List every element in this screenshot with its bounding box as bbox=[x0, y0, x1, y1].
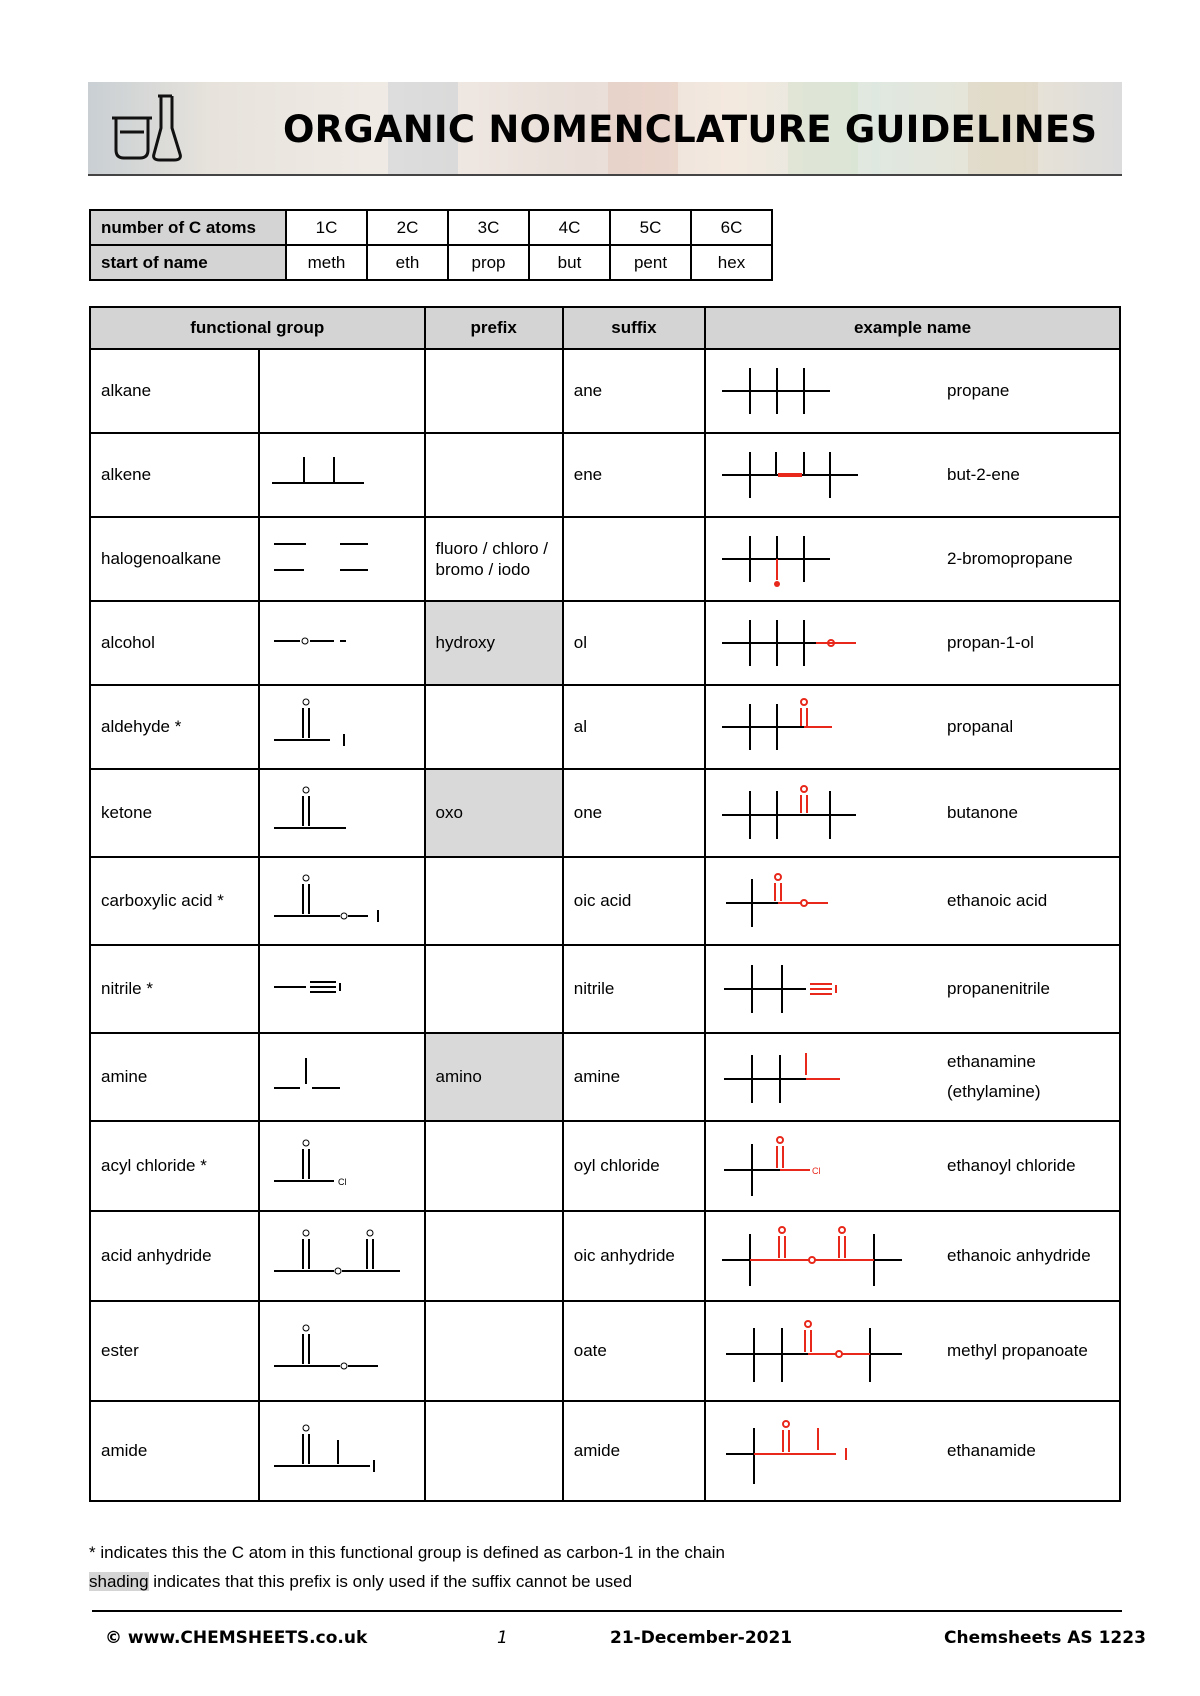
general-structure bbox=[259, 517, 425, 601]
prefix-cell bbox=[425, 1211, 563, 1301]
group-name: acid anhydride bbox=[90, 1211, 259, 1301]
group-name: alcohol bbox=[90, 601, 259, 685]
chlorine-label: Cl bbox=[812, 1166, 821, 1176]
example-name: propanenitrile bbox=[947, 979, 1051, 998]
general-structure bbox=[259, 601, 425, 685]
example-cell bbox=[705, 1211, 1120, 1301]
table-cell: 3C bbox=[448, 210, 529, 245]
table-row bbox=[90, 210, 772, 245]
example-cell bbox=[705, 349, 1120, 433]
chlorine-label: Cl bbox=[337, 1176, 347, 1187]
prefix-cell bbox=[425, 1121, 563, 1211]
prefix-cell bbox=[425, 945, 563, 1033]
example-name: propane bbox=[947, 381, 1010, 400]
suffix-cell: al bbox=[563, 685, 705, 769]
example-wrap bbox=[706, 1216, 1119, 1296]
lab-glassware-logo-icon bbox=[106, 88, 186, 168]
general-structure bbox=[259, 349, 425, 433]
note-shading bbox=[89, 1567, 725, 1596]
example-cell bbox=[705, 433, 1120, 517]
example-name: propanal bbox=[947, 717, 1014, 736]
ethanoyl-chloride-structure bbox=[706, 1126, 936, 1206]
amide-structure bbox=[260, 1414, 420, 1484]
ketone-structure bbox=[260, 776, 420, 846]
suffix-cell: ene bbox=[563, 433, 705, 517]
amine-structure bbox=[260, 1040, 420, 1110]
table-row bbox=[90, 685, 1120, 769]
general-structure bbox=[259, 1301, 425, 1401]
column-header: suffix bbox=[563, 307, 705, 349]
ethanoic-anhydride-structure bbox=[706, 1216, 936, 1296]
general-structure bbox=[259, 945, 425, 1033]
group-name: ketone bbox=[90, 769, 259, 857]
example-wrap bbox=[706, 608, 1119, 678]
nitrile-structure bbox=[260, 957, 420, 1017]
table-row bbox=[90, 517, 1120, 601]
suffix-cell: one bbox=[563, 769, 705, 857]
column-header: prefix bbox=[425, 307, 563, 349]
2-bromopropane-structure bbox=[706, 524, 936, 594]
example-wrap bbox=[706, 1408, 1119, 1494]
example-cell bbox=[705, 1301, 1120, 1401]
group-name: alkane bbox=[90, 349, 259, 433]
header-banner bbox=[88, 82, 1122, 176]
example-wrap bbox=[706, 356, 1119, 426]
group-name: amide bbox=[90, 1401, 259, 1501]
example-name: ethanoic acid bbox=[947, 891, 1048, 910]
group-name: ester bbox=[90, 1301, 259, 1401]
column-header: example name bbox=[705, 307, 1120, 349]
example-wrap bbox=[706, 1308, 1119, 1394]
note-carbon-1: * indicates this the C atom in this functional group is defined as carbon-1 in the chain bbox=[89, 1543, 725, 1562]
suffix-cell: ol bbox=[563, 601, 705, 685]
prefix-cell bbox=[425, 685, 563, 769]
suffix-cell: oate bbox=[563, 1301, 705, 1401]
table-header-row bbox=[90, 307, 1120, 349]
general-structure bbox=[259, 1211, 425, 1301]
example-wrap bbox=[706, 863, 1119, 939]
example-wrap bbox=[706, 524, 1119, 594]
example-name: ethanamide bbox=[947, 1441, 1036, 1460]
prefix-cell-shaded: oxo bbox=[425, 769, 563, 857]
suffix-cell: amide bbox=[563, 1401, 705, 1501]
halogen-structures bbox=[260, 522, 420, 592]
suffix-cell: oyl chloride bbox=[563, 1121, 705, 1211]
table-cell: 5C bbox=[610, 210, 691, 245]
prefix-cell: fluoro / chloro / bromo / iodo bbox=[425, 517, 563, 601]
propane-structure bbox=[706, 356, 936, 426]
group-name: carboxylic acid * bbox=[90, 857, 259, 945]
example-cell bbox=[705, 601, 1120, 685]
table-cell: 4C bbox=[529, 210, 610, 245]
table-row bbox=[90, 945, 1120, 1033]
anhydride-structure bbox=[260, 1219, 420, 1289]
functional-group-table bbox=[89, 306, 1121, 1502]
table-row bbox=[90, 349, 1120, 433]
example-name: butanone bbox=[947, 803, 1018, 822]
prefix-cell bbox=[425, 1301, 563, 1401]
footnotes bbox=[89, 1538, 725, 1596]
propan-1-ol-structure bbox=[706, 608, 936, 678]
table-cell: meth bbox=[286, 245, 367, 280]
suffix-cell bbox=[563, 517, 705, 601]
example-wrap bbox=[706, 1039, 1119, 1115]
acyl-chloride-structure bbox=[260, 1129, 420, 1199]
column-header: functional group bbox=[90, 307, 425, 349]
example-name: ethanoyl chloride bbox=[947, 1156, 1076, 1175]
row-header: number of C atoms bbox=[90, 210, 286, 245]
general-structure bbox=[259, 1401, 425, 1501]
table-cell: 1C bbox=[286, 210, 367, 245]
example-cell bbox=[705, 1121, 1120, 1211]
example-cell bbox=[705, 857, 1120, 945]
alkene-structure bbox=[260, 443, 420, 503]
table-cell: prop bbox=[448, 245, 529, 280]
table-row bbox=[90, 601, 1120, 685]
example-name: ethanamine bbox=[947, 1052, 1036, 1071]
example-name: but-2-ene bbox=[947, 465, 1020, 484]
suffix-cell: nitrile bbox=[563, 945, 705, 1033]
footer-page-number: 1 bbox=[497, 1628, 508, 1648]
ester-structure bbox=[260, 1314, 420, 1384]
aldehyde-structure bbox=[260, 690, 420, 760]
general-structure bbox=[259, 685, 425, 769]
group-name: nitrile * bbox=[90, 945, 259, 1033]
group-name: alkene bbox=[90, 433, 259, 517]
footer-website[interactable]: © www.CHEMSHEETS.co.uk bbox=[105, 1628, 368, 1648]
table-row bbox=[90, 769, 1120, 857]
ethanamine-structure bbox=[706, 1039, 936, 1115]
footer-date: 21-December-2021 bbox=[610, 1628, 793, 1648]
example-name: ethanoic anhydride bbox=[947, 1246, 1091, 1265]
general-structure bbox=[259, 1033, 425, 1121]
carboxylic-acid-structure bbox=[260, 864, 420, 934]
example-cell bbox=[705, 685, 1120, 769]
table-cell: pent bbox=[610, 245, 691, 280]
prefix-cell bbox=[425, 433, 563, 517]
group-name: aldehyde * bbox=[90, 685, 259, 769]
table-row bbox=[90, 1401, 1120, 1501]
group-name: acyl chloride * bbox=[90, 1121, 259, 1211]
prefix-cell-shaded: hydroxy bbox=[425, 601, 563, 685]
prefix-cell bbox=[425, 349, 563, 433]
table-row bbox=[90, 1211, 1120, 1301]
example-cell bbox=[705, 769, 1120, 857]
propanenitrile-structure bbox=[706, 951, 936, 1027]
table-row bbox=[90, 433, 1120, 517]
shading-word: shading bbox=[89, 1572, 149, 1591]
example-wrap bbox=[706, 775, 1119, 851]
prefix-cell-shaded: amino bbox=[425, 1033, 563, 1121]
example-cell bbox=[705, 945, 1120, 1033]
table-row bbox=[90, 857, 1120, 945]
general-structure bbox=[259, 433, 425, 517]
table-row bbox=[90, 1121, 1120, 1211]
ethanoic-acid-structure bbox=[706, 863, 936, 939]
footer-code: Chemsheets AS 1223 bbox=[944, 1628, 1146, 1648]
example-wrap bbox=[706, 951, 1119, 1027]
butanone-structure bbox=[706, 775, 936, 851]
group-name: amine bbox=[90, 1033, 259, 1121]
example-wrap bbox=[706, 692, 1119, 762]
example-cell bbox=[705, 1033, 1120, 1121]
footer-divider bbox=[92, 1610, 1122, 1612]
ethanamide-structure bbox=[706, 1408, 936, 1494]
general-structure bbox=[259, 857, 425, 945]
table-row bbox=[90, 1033, 1120, 1121]
prefix-cell bbox=[425, 1401, 563, 1501]
general-structure bbox=[259, 769, 425, 857]
table-cell: 6C bbox=[691, 210, 772, 245]
table-cell: hex bbox=[691, 245, 772, 280]
example-name-pair bbox=[947, 1047, 1119, 1107]
but-2-ene-structure bbox=[706, 440, 936, 510]
methyl-propanoate-structure bbox=[706, 1308, 936, 1394]
example-name-alt: (ethylamine) bbox=[947, 1082, 1041, 1101]
page-title: ORGANIC NOMENCLATURE GUIDELINES bbox=[283, 108, 1098, 151]
suffix-cell: oic acid bbox=[563, 857, 705, 945]
shading-text: indicates that this prefix is only used if the suffix cannot be used bbox=[148, 1572, 633, 1591]
hydroxyl-structure bbox=[260, 611, 420, 671]
example-name: propan-1-ol bbox=[947, 633, 1034, 652]
example-wrap bbox=[706, 1126, 1119, 1206]
table-cell: but bbox=[529, 245, 610, 280]
example-name: 2-bromopropane bbox=[947, 549, 1073, 568]
prefix-cell bbox=[425, 857, 563, 945]
suffix-cell: ane bbox=[563, 349, 705, 433]
suffix-cell: amine bbox=[563, 1033, 705, 1121]
suffix-cell: oic anhydride bbox=[563, 1211, 705, 1301]
carbon-count-table bbox=[89, 209, 773, 281]
example-cell bbox=[705, 1401, 1120, 1501]
table-cell: 2C bbox=[367, 210, 448, 245]
group-name: halogenoalkane bbox=[90, 517, 259, 601]
row-header: start of name bbox=[90, 245, 286, 280]
example-cell bbox=[705, 517, 1120, 601]
example-wrap bbox=[706, 440, 1119, 510]
table-row bbox=[90, 245, 772, 280]
propanal-structure bbox=[706, 692, 936, 762]
table-row bbox=[90, 1301, 1120, 1401]
general-structure bbox=[259, 1121, 425, 1211]
table-cell: eth bbox=[367, 245, 448, 280]
example-name: methyl propanoate bbox=[947, 1341, 1088, 1360]
